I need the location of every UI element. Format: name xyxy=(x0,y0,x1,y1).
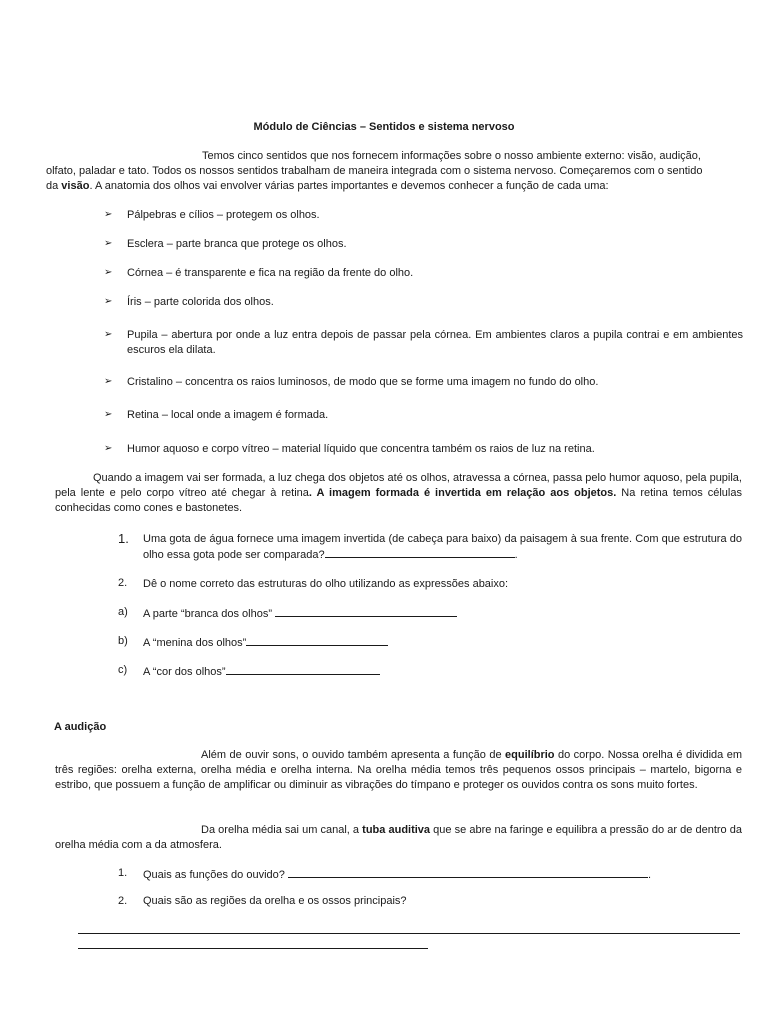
hearing-question-1 xyxy=(143,867,651,881)
hearing-p2-pre: Da orelha média sai um canal, a xyxy=(201,824,363,836)
vision-item-a xyxy=(143,606,457,620)
image-paragraph-text: Quando a imagem vai ser formada, a luz chega dos objetos até os olhos, atravessa a córnea, passa pelo humor aquoso, pela pupila, pela lente e pelo corpo vítreo até chegar à retina xyxy=(55,472,742,499)
list-item: Pupila – abertura por onde a luz entra depois de passar pela córnea. Em ambientes claros a pupila contrai e em ambientes escuros ela dilata. xyxy=(127,329,743,356)
item-letter: b) xyxy=(118,635,128,647)
answer-line[interactable] xyxy=(78,948,428,949)
bullet-arrow-icon: ➢ xyxy=(104,409,113,420)
question-text: Uma gota de água fornece uma imagem invertida (de cabeça para baixo) da paisagem à sua frente. Com que estrutura do olho essa gota pode ser comparada? xyxy=(143,533,742,561)
hearing-p1-post: do corpo. Nossa orelha é dividida em três regiões: orelha externa, orelha média e orelha interna. Na orelha média temos três pequenos ossos principais – martelo, bigorna e estribo, que possuem a função de amplificar ou diminuir as vibrações do tímpano e proteger os ouvidos contra os sons muito fortes. xyxy=(55,749,742,791)
hearing-paragraph-1 xyxy=(55,748,742,793)
page-title: Módulo de Ciências – Sentidos e sistema nervoso xyxy=(253,121,515,133)
list-item: Humor aquoso e corpo vítreo – material líquido que concentra também os raios de luz na retina. xyxy=(127,443,595,455)
intro-line-2: olfato, paladar e tato. Todos os nossos sentidos trabalham de maneira integrada com o sistema nervoso. Começaremos com o sentido xyxy=(46,165,703,177)
hearing-p1-pre: Além de ouvir sons, o ouvido também apresenta a função de xyxy=(201,749,506,761)
list-item: Íris – parte colorida dos olhos. xyxy=(127,296,274,308)
list-item: Cristalino – concentra os raios luminosos, de modo que se forme uma imagem no fundo do olho. xyxy=(127,376,599,388)
hearing-p2-post: que se abre na faringe e equilibra a pressão do ar de dentro da orelha média com a da atmosfera. xyxy=(55,824,742,851)
bullet-arrow-icon: ➢ xyxy=(104,329,113,340)
answer-blank[interactable] xyxy=(325,547,515,558)
intro-line-3 xyxy=(46,179,742,194)
bullet-arrow-icon: ➢ xyxy=(104,443,113,454)
vision-item-c xyxy=(143,664,380,678)
question-number: 1. xyxy=(118,867,128,879)
hearing-p2-bold: tuba auditiva xyxy=(362,824,431,836)
answer-blank[interactable] xyxy=(275,606,457,617)
intro-line-3-pre: da xyxy=(46,180,62,192)
item-text: A parte “branca dos olhos” xyxy=(143,608,273,620)
bullet-arrow-icon: ➢ xyxy=(104,296,113,307)
bullet-arrow-icon: ➢ xyxy=(104,376,113,387)
question-end: . xyxy=(514,549,518,561)
item-letter: a) xyxy=(118,606,128,618)
bullet-arrow-icon: ➢ xyxy=(104,209,113,220)
question-text: Quais as funções do ouvido? xyxy=(143,869,285,881)
hearing-p1-bold: equilíbrio xyxy=(505,749,555,761)
image-paragraph xyxy=(55,471,742,516)
question-end: . xyxy=(647,869,651,881)
answer-blank[interactable] xyxy=(288,867,648,878)
image-paragraph-bold: . A imagem formada é invertida em relação aos objetos. xyxy=(308,487,617,499)
list-item: Esclera – parte branca que protege os olhos. xyxy=(127,238,347,250)
bullet-arrow-icon: ➢ xyxy=(104,267,113,278)
question-number: 2. xyxy=(118,577,128,589)
bullet-arrow-icon: ➢ xyxy=(104,238,113,249)
question-number: 1. xyxy=(118,531,129,546)
answer-blank[interactable] xyxy=(226,664,380,675)
vision-question-2: Dê o nome correto das estruturas do olho utilizando as expressões abaixo: xyxy=(143,578,509,590)
answer-blank[interactable] xyxy=(246,635,388,646)
image-paragraph-text-2: Na retina temos células conhecidas como cones e bastonetes. xyxy=(55,487,742,514)
intro-vision-bold: visão xyxy=(61,180,90,192)
hearing-question-2: Quais são as regiões da orelha e os ossos principais? xyxy=(143,895,407,907)
list-item: Retina – local onde a imagem é formada. xyxy=(127,409,329,421)
item-text: A “cor dos olhos” xyxy=(143,666,226,678)
answer-line[interactable] xyxy=(78,933,740,934)
hearing-paragraph-2 xyxy=(55,823,742,853)
intro-line-3-post: . A anatomia dos olhos vai envolver várias partes importantes e devemos conhecer a função de cada uma: xyxy=(89,180,609,192)
section-heading-hearing: A audição xyxy=(54,721,107,733)
list-item: Pálpebras e cílios – protegem os olhos. xyxy=(127,209,320,221)
vision-question-1 xyxy=(143,532,742,563)
item-letter: c) xyxy=(118,664,128,676)
item-text: A “menina dos olhos” xyxy=(143,637,247,649)
vision-item-b xyxy=(143,635,388,649)
question-number: 2. xyxy=(118,895,128,907)
intro-line-1: Temos cinco sentidos que nos fornecem informações sobre o nosso ambiente externo: visão, audição, xyxy=(202,150,701,162)
list-item: Córnea – é transparente e fica na região da frente do olho. xyxy=(127,267,414,279)
